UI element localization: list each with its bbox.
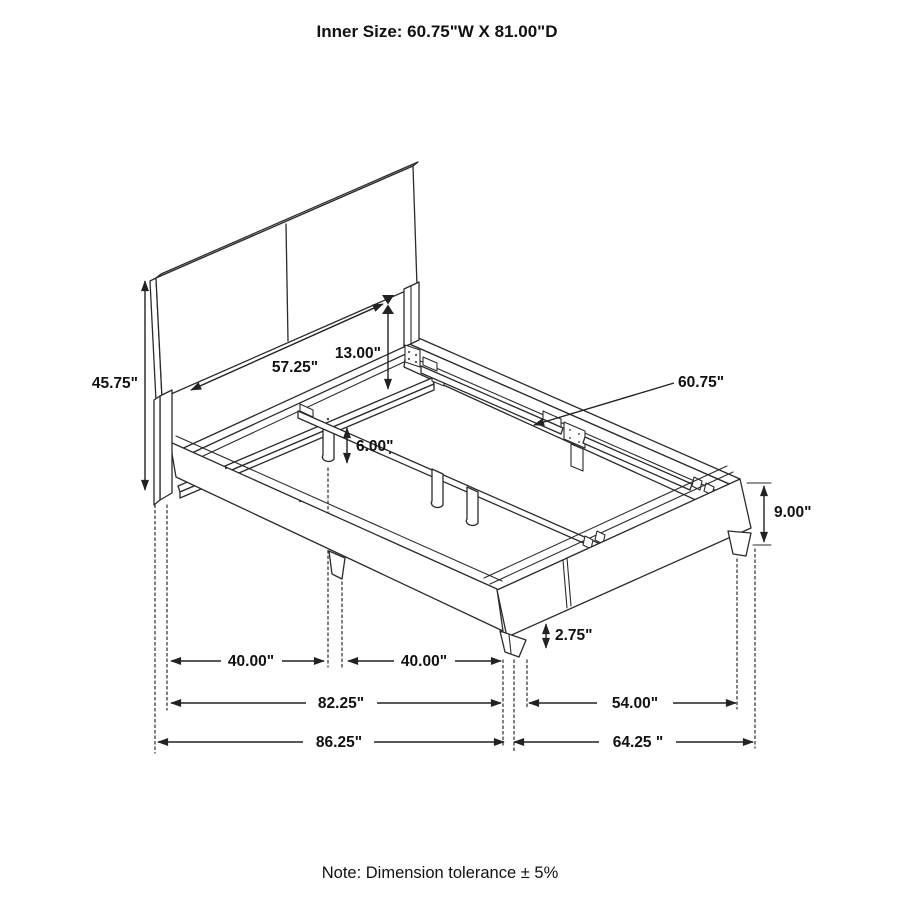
left-headboard-post [154, 390, 172, 505]
dim-foot-inner-width [529, 695, 736, 712]
bed-frame-drawing [150, 162, 751, 657]
dim-leg-span-head [171, 653, 324, 670]
rail-front-face [497, 479, 751, 637]
dim-label: 2.75" [555, 627, 593, 644]
diagram-title: Inner Size: 60.75"W X 81.00"D [316, 22, 558, 41]
dim-label: 86.25" [315, 734, 363, 751]
dim-center-leg-height [347, 428, 394, 463]
dim-label: 9.00" [774, 504, 812, 521]
dim-headboard-height [92, 281, 145, 490]
screw-hole [327, 418, 329, 420]
support-leg-cylinder [466, 487, 478, 525]
screw-hole [299, 500, 301, 502]
bracket-hole [408, 351, 410, 353]
right-corner-leg [728, 531, 751, 556]
rail-front-face [170, 442, 503, 631]
dim-label: 60.75" [678, 374, 725, 391]
bracket-hole [415, 361, 417, 363]
dim-frame-overall-length [158, 734, 504, 751]
dim-label: 13.00" [334, 345, 381, 362]
screw-hole [225, 467, 227, 469]
dim-corner-leg-height [546, 624, 593, 648]
bracket-hanger [571, 444, 583, 471]
post-side [154, 396, 160, 505]
bracket-hole [569, 437, 571, 439]
foot-rail [484, 466, 751, 637]
post-face [160, 390, 172, 500]
bracket-hole [408, 358, 410, 360]
dim-label: 6.00" [356, 438, 394, 455]
right-headboard-post [404, 282, 420, 367]
bracket-hole [578, 441, 580, 443]
dim-label: 45.75" [91, 375, 138, 392]
dim-label: 40.00" [400, 653, 448, 670]
dim-foot-overall-width [514, 734, 753, 751]
bracket-hole [578, 433, 580, 435]
bracket-hole [569, 429, 571, 431]
support-leg-cylinder [431, 469, 443, 507]
dim-label: 82.25" [317, 695, 365, 712]
dim-label: 64.25 " [612, 734, 664, 751]
dim-leg-span-foot [348, 653, 501, 670]
front-corner-leg [500, 631, 526, 657]
dim-side-rail-height [747, 483, 812, 545]
dim-frame-inner-length [171, 695, 501, 712]
extension-lines [155, 468, 755, 753]
dim-label: 54.00" [611, 695, 659, 712]
bracket-hole [415, 354, 417, 356]
tolerance-note: Note: Dimension tolerance ± 5% [321, 864, 559, 882]
left-side-rail [170, 436, 503, 631]
dim-label: 57.25" [271, 359, 319, 376]
dim-label: 40.00" [227, 653, 275, 670]
